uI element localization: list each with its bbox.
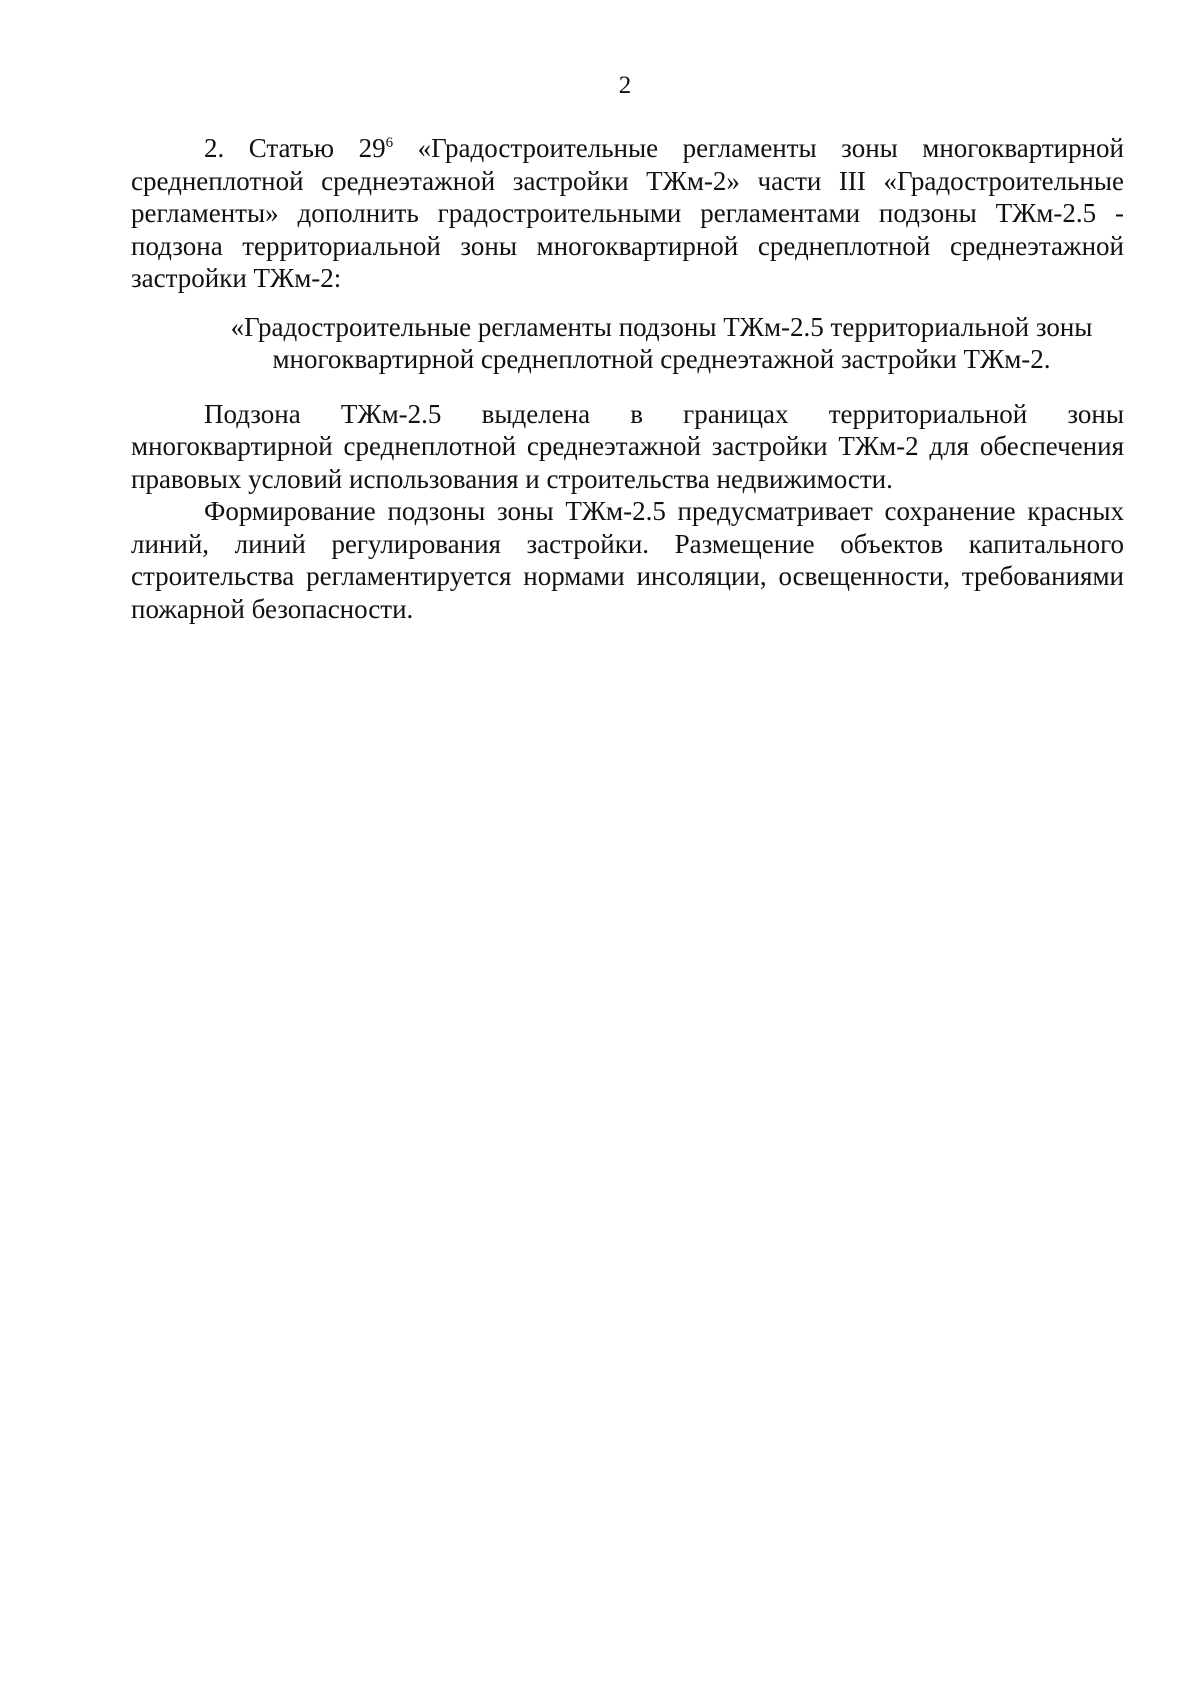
paragraph-subzone-formation: Формирование подзоны зоны ТЖм-2.5 предусматривает сохранение красных линий, линий регулирования застройки. Размещение объектов капитального строительства регламентируется нормами инсоляции, освещенности, требованиями пожарной безопасности. [131, 496, 1124, 624]
paragraph-subzone-purpose: Подзона ТЖм-2.5 выделена в границах территориальной зоны многоквартирной среднеплотной среднеэтажной застройки ТЖм-2 для обеспечения правовых условий использования и строительства недвижимости. [131, 398, 1124, 494]
paragraph-amendment-rest: «Градостроительные регламенты зоны многоквартирной среднеплотной среднеэтажной застройки ТЖм-2» части III «Градостроительные регламенты» дополнить градостроительными регламентами подзоны ТЖм-2.5 - подзона территориальной зоны многоквартирной среднеплотной среднеэтажной застройки ТЖм-2: [131, 133, 1124, 293]
article-superscript: 6 [385, 135, 394, 151]
paragraph-amendment [131, 132, 1124, 295]
paragraph-amendment-start: 2. Статью 29 [204, 133, 386, 163]
page-number: 2 [618, 72, 632, 99]
document-body [131, 132, 1124, 625]
regulations-subtitle: «Градостроительные регламенты подзоны ТЖм-2.5 территориальной зоны многоквартирной среднеплотной среднеэтажной застройки ТЖм-2. [230, 311, 1093, 374]
